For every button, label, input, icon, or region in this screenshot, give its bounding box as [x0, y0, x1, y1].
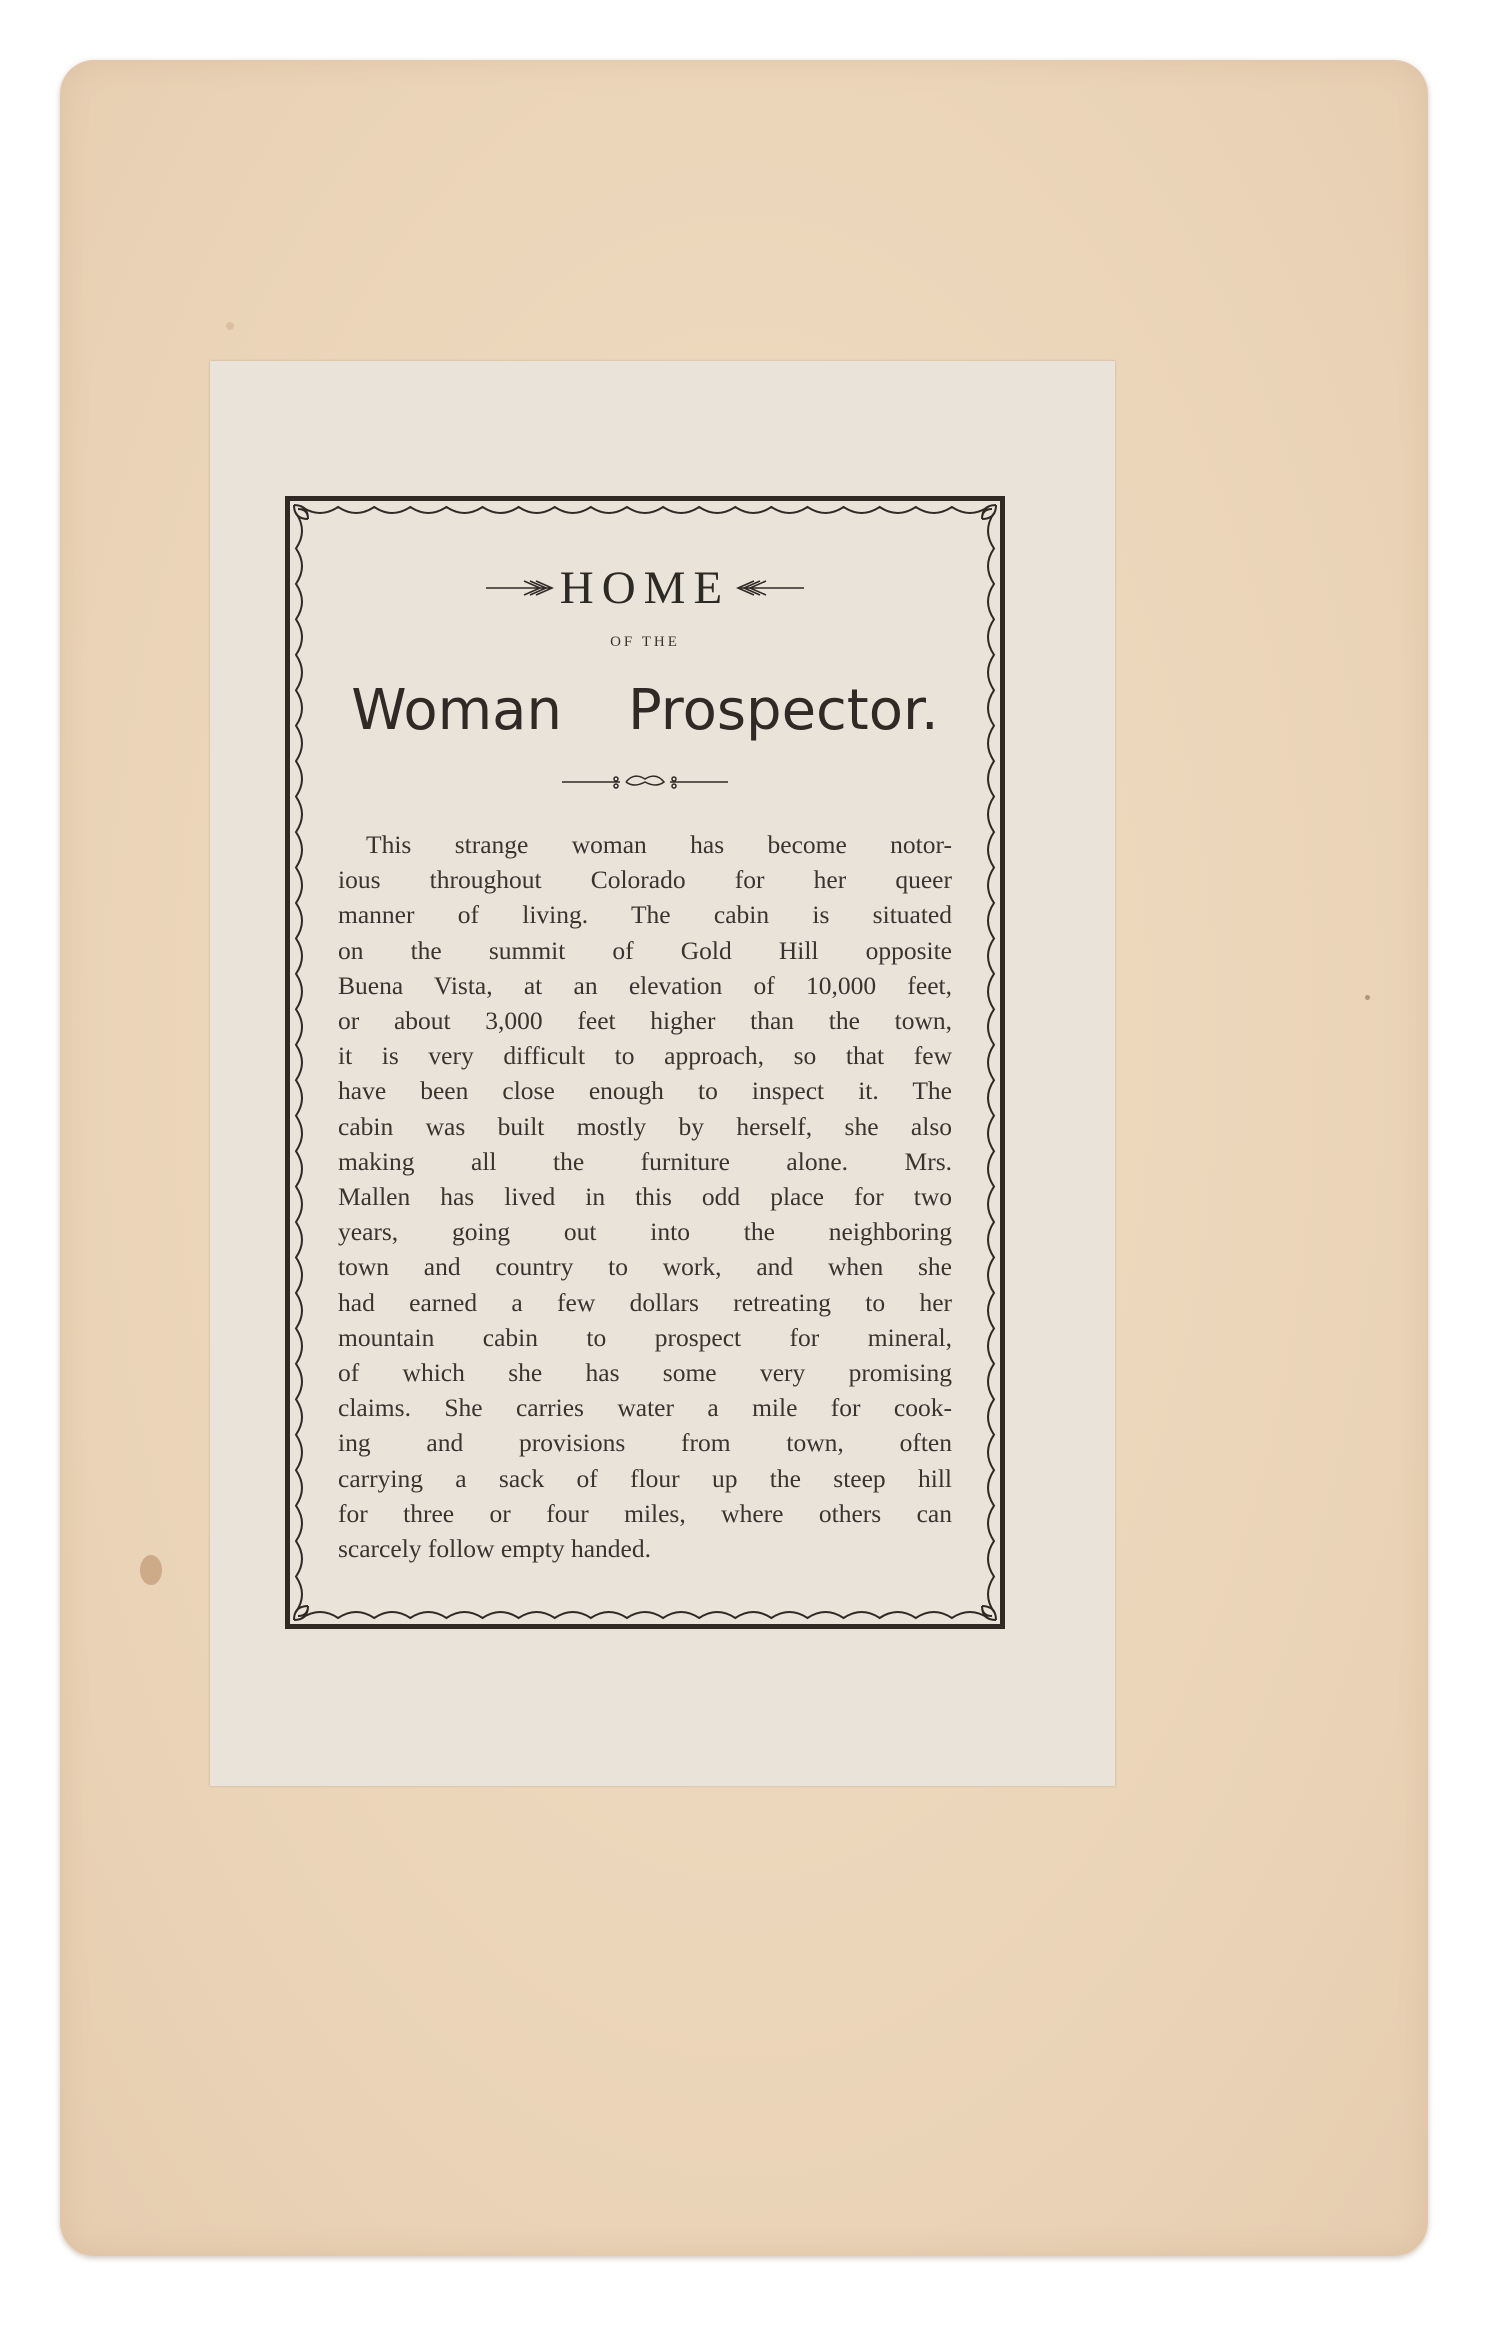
body-line: ious throughout Colorado for her queer — [338, 865, 952, 895]
heading-row — [338, 559, 952, 617]
body-line: years, going out into the neighboring — [338, 1217, 952, 1247]
foxing-stain — [1365, 995, 1370, 1000]
printed-paper — [210, 361, 1115, 1786]
body-line: claims. She carries water a mile for cook- — [338, 1393, 952, 1423]
arrow-ornament-right-icon — [736, 578, 806, 598]
body-line: have been close enough to inspect it. The — [338, 1076, 952, 1106]
body-line: carrying a sack of flour up the steep hill — [338, 1463, 952, 1493]
title-word-woman: Woman — [351, 678, 562, 743]
heading-home: HOME — [559, 562, 731, 614]
body-line: making all the furniture alone. Mrs. — [338, 1146, 952, 1176]
scroll-divider-icon — [560, 771, 730, 793]
title-word-prospector: Prospector. — [628, 678, 939, 743]
body-line: town and country to work, and when she — [338, 1252, 952, 1282]
body-line: cabin was built mostly by herself, she also — [338, 1111, 952, 1141]
body-line: had earned a few dollars retreating to her — [338, 1287, 952, 1317]
body-line: ing and provisions from town, often — [338, 1428, 952, 1458]
body-line: or about 3,000 feet higher than the town, — [338, 1006, 952, 1036]
body-line: Mallen has lived in this odd place for two — [338, 1182, 952, 1212]
body-line: of which she has some very promising — [338, 1358, 952, 1388]
body-line: on the summit of Gold Hill opposite — [338, 935, 952, 965]
page-title — [338, 673, 952, 749]
divider — [338, 771, 952, 797]
body-line: scarcely follow empty handed. — [338, 1534, 651, 1564]
body-line: mountain cabin to prospect for mineral, — [338, 1322, 952, 1352]
body-line: manner of living. The cabin is situated — [338, 900, 952, 930]
foxing-stain — [226, 322, 234, 330]
subheading-of-the: OF THE — [610, 634, 680, 650]
arrow-ornament-left-icon — [484, 578, 554, 598]
scalloped-frame — [285, 496, 1005, 1629]
body-line: for three or four miles, where others can — [338, 1498, 952, 1528]
frame-content — [338, 559, 952, 1566]
body-line: Buena Vista, at an elevation of 10,000 feet, — [338, 970, 952, 1000]
body-line: it is very difficult to approach, so that few — [338, 1041, 952, 1071]
foxing-stain — [140, 1555, 162, 1585]
body-paragraph — [338, 827, 952, 1566]
body-line: This strange woman has become notor- — [366, 830, 952, 859]
